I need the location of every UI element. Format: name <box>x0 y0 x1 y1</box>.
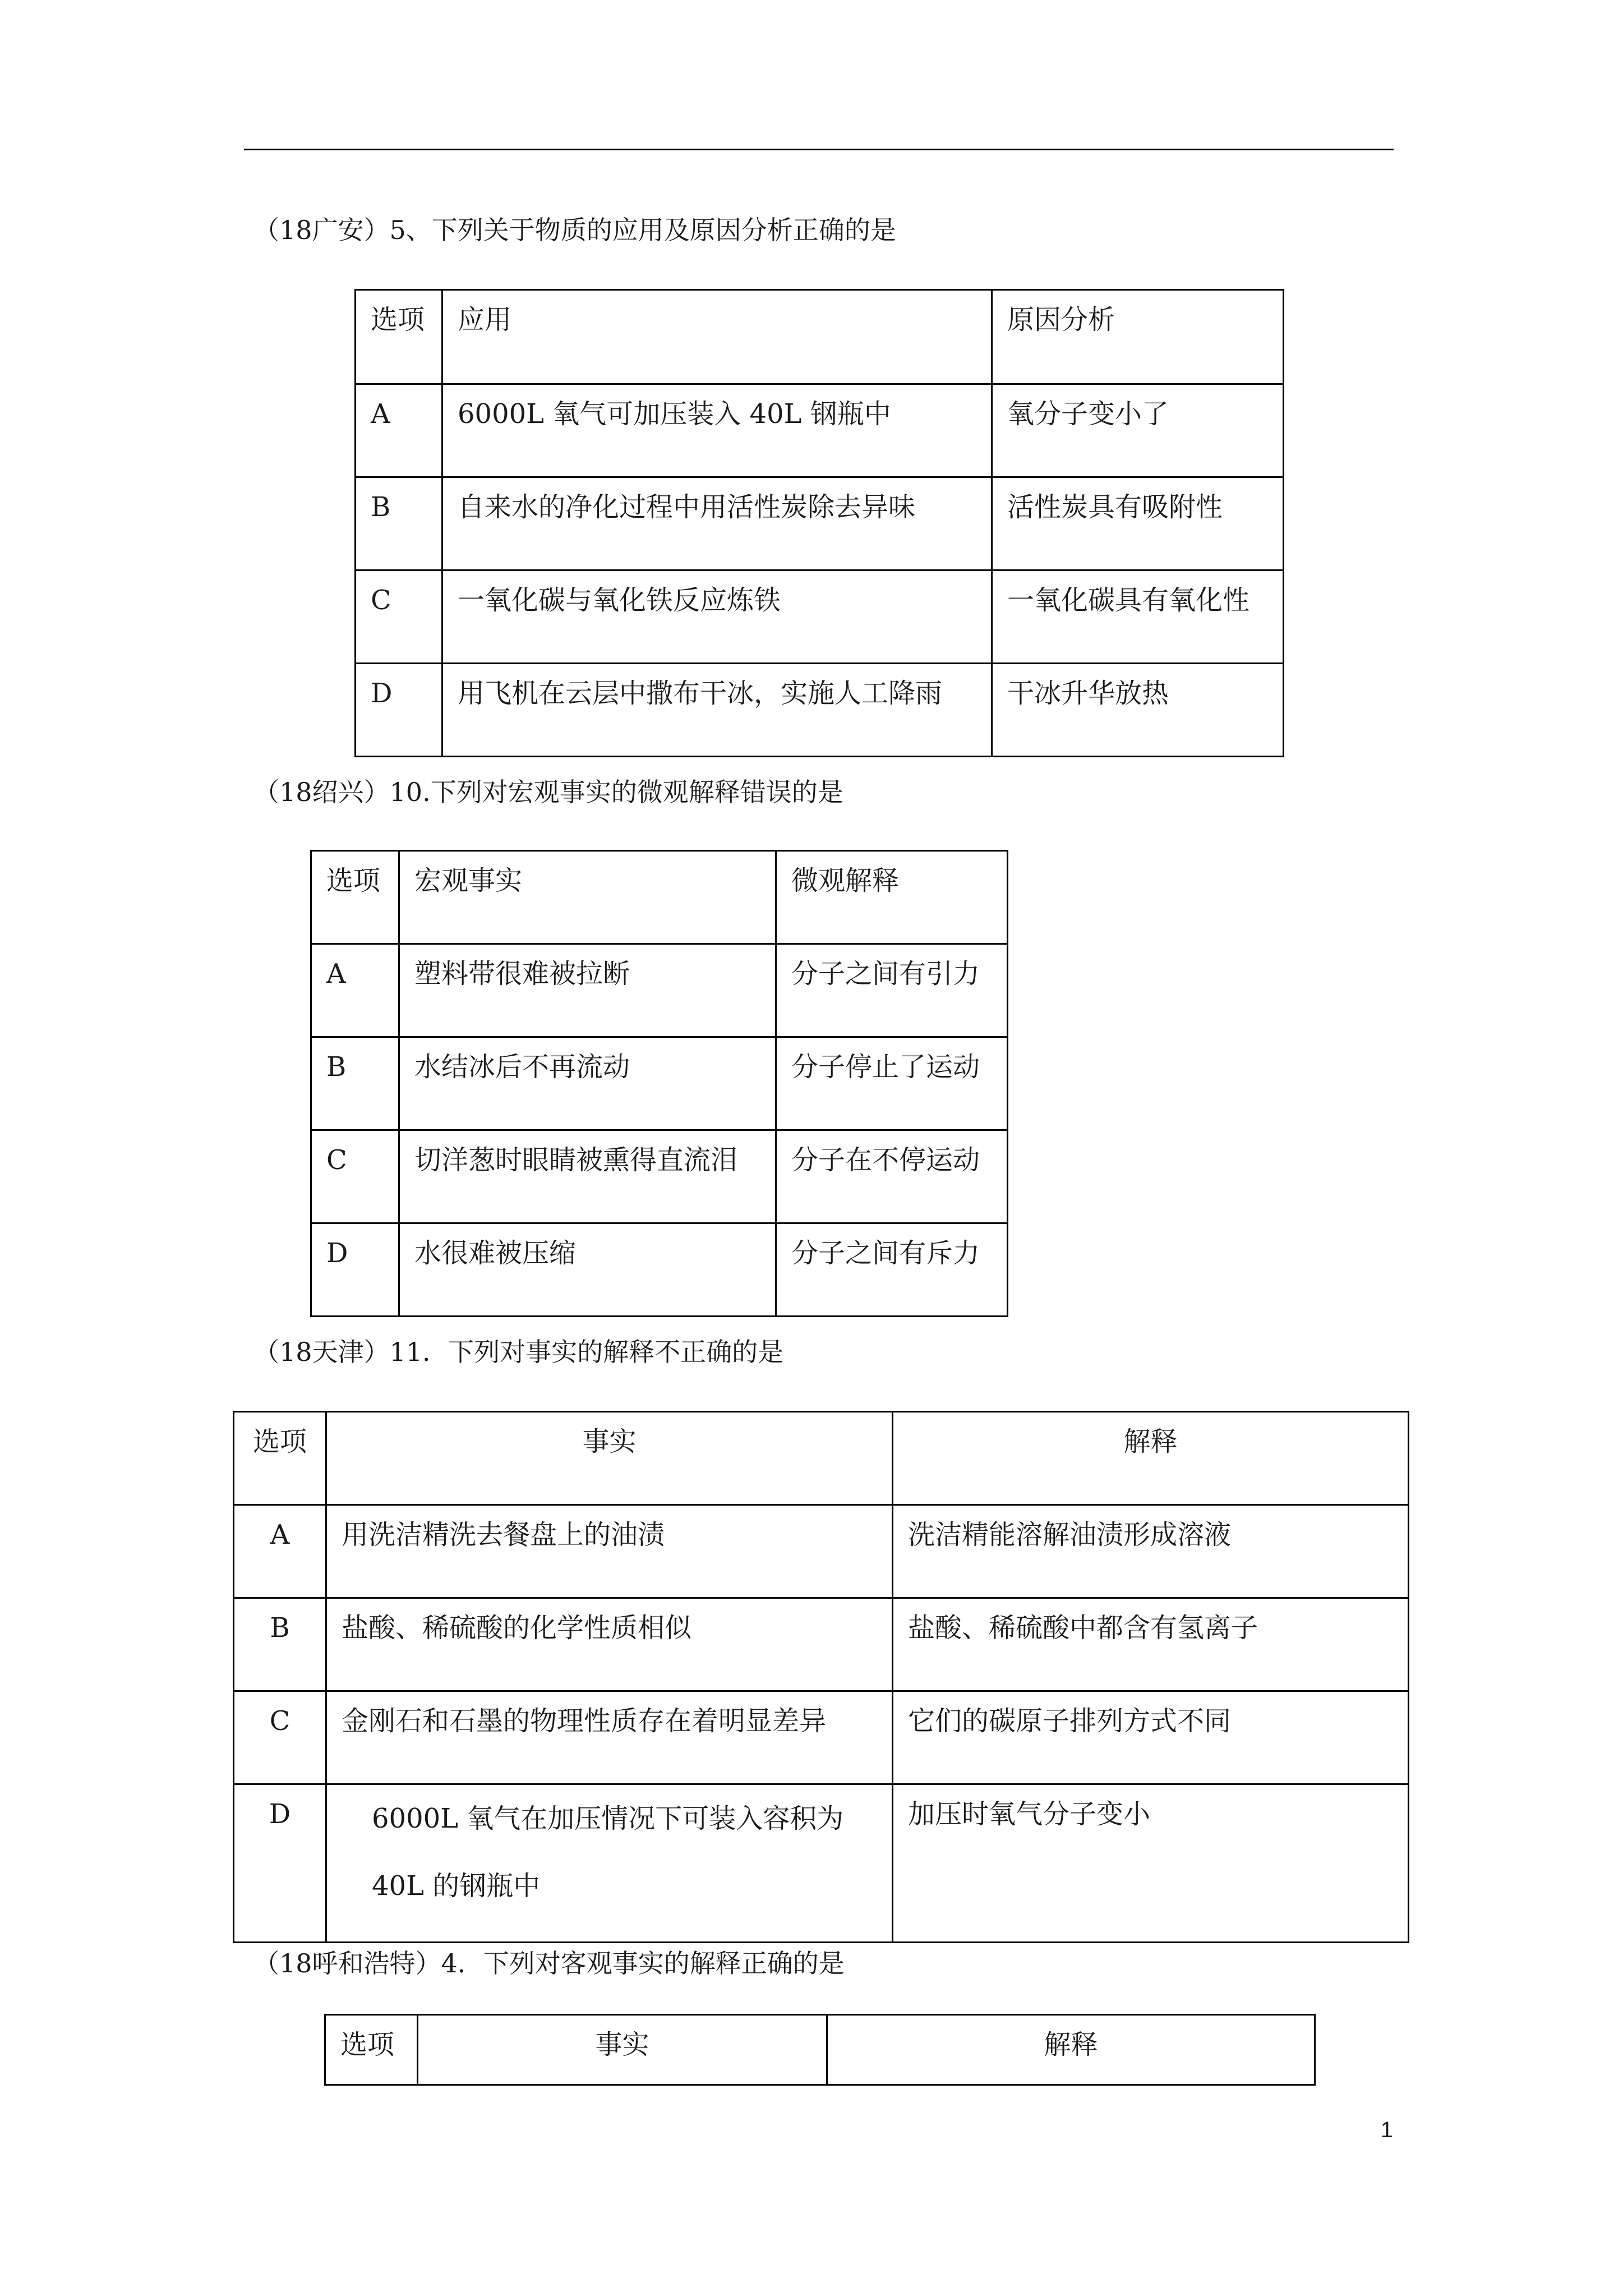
question-stem-1: （18广安）5、下列关于物质的应用及原因分析正确的是 <box>253 215 896 245</box>
header-cell-option: 选项 <box>234 1412 326 1505</box>
table-header-row <box>311 851 1008 944</box>
option-cell: C <box>356 570 442 664</box>
question-stem-2: （18绍兴）10.下列对宏观事实的微观解释错误的是 <box>253 777 843 807</box>
header-cell-fact: 宏观事实 <box>399 851 776 944</box>
explanation-cell: 分子在不停运动 <box>776 1130 1008 1223</box>
fact-cell: 塑料带很难被拉断 <box>399 944 776 1037</box>
reason-cell: 干冰升华放热 <box>992 664 1284 757</box>
reason-cell: 活性炭具有吸附性 <box>992 477 1284 570</box>
fact-cell: 水结冰后不再流动 <box>399 1037 776 1130</box>
fact-cell: 金刚石和石墨的物理性质存在着明显差异 <box>326 1691 893 1784</box>
option-cell: B <box>356 477 442 570</box>
table-row <box>356 570 1284 664</box>
header-rule <box>244 149 1394 150</box>
table-row <box>311 1223 1008 1317</box>
table-row <box>311 944 1008 1037</box>
fact-cell: 盐酸、稀硫酸的化学性质相似 <box>326 1598 893 1691</box>
fact-cell: 切洋葱时眼睛被熏得直流泪 <box>399 1130 776 1223</box>
option-cell: B <box>311 1037 399 1130</box>
explanation-cell: 盐酸、稀硫酸中都含有氢离子 <box>893 1598 1409 1691</box>
table-header-row <box>234 1412 1409 1505</box>
question-stem-3: （18天津）11．下列对事实的解释不正确的是 <box>253 1337 784 1367</box>
table-row <box>356 477 1284 570</box>
option-cell: D <box>234 1784 326 1943</box>
question-table-2 <box>310 850 1008 1317</box>
option-cell: A <box>234 1505 326 1598</box>
page-number: 1 <box>1380 2118 1393 2142</box>
option-cell: A <box>311 944 399 1037</box>
explanation-cell: 它们的碳原子排列方式不同 <box>893 1691 1409 1784</box>
question-table-1 <box>354 289 1284 757</box>
question-table-3 <box>233 1411 1409 1943</box>
table-row <box>356 384 1284 477</box>
header-cell-fact: 事实 <box>326 1412 893 1505</box>
table-header-row <box>356 290 1284 384</box>
header-cell-option: 选项 <box>311 851 399 944</box>
header-cell-option: 选项 <box>325 2015 418 2085</box>
explanation-cell: 加压时氧气分子变小 <box>893 1784 1409 1943</box>
reason-cell: 一氧化碳具有氧化性 <box>992 570 1284 664</box>
application-cell: 用飞机在云层中撒布干冰，实施人工降雨 <box>442 664 992 757</box>
fact-cell: 用洗洁精洗去餐盘上的油渍 <box>326 1505 893 1598</box>
option-cell: C <box>311 1130 399 1223</box>
application-cell: 自来水的净化过程中用活性炭除去异味 <box>442 477 992 570</box>
header-cell-explanation: 解释 <box>893 1412 1409 1505</box>
header-cell-explanation: 微观解释 <box>776 851 1008 944</box>
explanation-cell: 分子停止了运动 <box>776 1037 1008 1130</box>
header-cell-explanation: 解释 <box>827 2015 1315 2085</box>
header-cell-application: 应用 <box>442 290 992 384</box>
question-table-4 <box>324 2014 1316 2086</box>
table-row <box>234 1598 1409 1691</box>
header-cell-option: 选项 <box>356 290 442 384</box>
table-row <box>311 1037 1008 1130</box>
table-row <box>356 664 1284 757</box>
table-row <box>311 1130 1008 1223</box>
table-row <box>234 1505 1409 1598</box>
table-row <box>234 1691 1409 1784</box>
application-cell: 6000L 氧气可加压装入 40L 钢瓶中 <box>442 384 992 477</box>
option-cell: D <box>311 1223 399 1317</box>
fact-cell: 6000L 氧气在加压情况下可装入容积为40L 的钢瓶中 <box>326 1784 893 1943</box>
question-stem-4: （18呼和浩特）4．下列对客观事实的解释正确的是 <box>253 1948 845 1978</box>
application-cell: 一氧化碳与氧化铁反应炼铁 <box>442 570 992 664</box>
header-cell-fact: 事实 <box>418 2015 827 2085</box>
table-header-row <box>325 2015 1315 2085</box>
explanation-cell: 分子之间有引力 <box>776 944 1008 1037</box>
option-cell: B <box>234 1598 326 1691</box>
option-cell: C <box>234 1691 326 1784</box>
explanation-cell: 洗洁精能溶解油渍形成溶液 <box>893 1505 1409 1598</box>
reason-cell: 氧分子变小了 <box>992 384 1284 477</box>
fact-cell: 水很难被压缩 <box>399 1223 776 1317</box>
option-cell: A <box>356 384 442 477</box>
table-row <box>234 1784 1409 1943</box>
header-cell-reason: 原因分析 <box>992 290 1284 384</box>
explanation-cell: 分子之间有斥力 <box>776 1223 1008 1317</box>
option-cell: D <box>356 664 442 757</box>
